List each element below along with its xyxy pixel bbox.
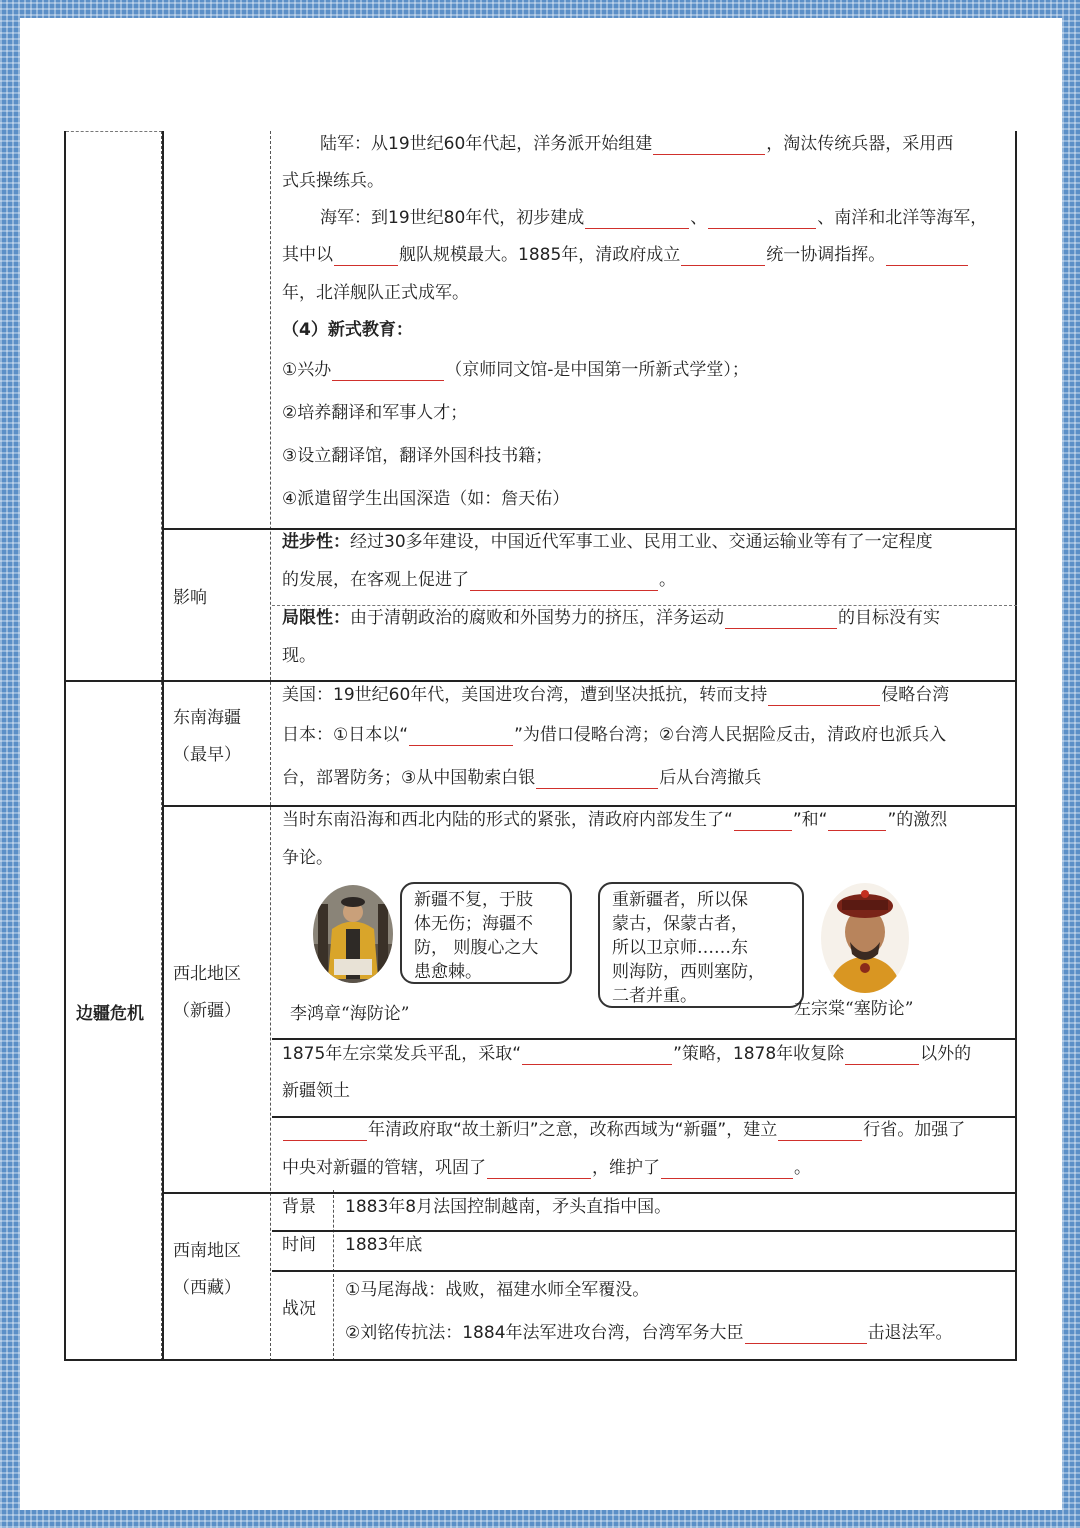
li-quote-bubble: 新疆不复，于肢 体无伤；海疆不 防， 则腹心之大 患愈棘。	[400, 882, 572, 984]
blank[interactable]	[536, 770, 658, 789]
background-label: 背景	[282, 1197, 316, 1217]
blank[interactable]	[334, 247, 398, 266]
navy-line-1: 海军：到19世纪80年代，初步建成 、 、南洋和北洋等海军，	[320, 208, 988, 228]
col-divider-2	[270, 131, 271, 1361]
education-heading: （4）新式教育：	[282, 320, 413, 340]
southeast-sublabel: （最早）	[173, 745, 241, 765]
blank[interactable]	[845, 1046, 919, 1065]
blank[interactable]	[734, 812, 792, 831]
blank[interactable]	[745, 1325, 867, 1344]
southeast-label: 东南海疆	[173, 708, 241, 728]
blank[interactable]	[653, 136, 765, 155]
blank[interactable]	[283, 1122, 367, 1141]
row-line-1875	[272, 1038, 1017, 1040]
army-line-1: 陆军：从19世纪60年代起，洋务派开始组建 ，淘汰传统兵器，采用西	[320, 134, 954, 154]
category-label: 边疆危机	[76, 1004, 144, 1024]
li-hongzhang-portrait	[312, 884, 394, 984]
p1875-line-2: 新疆领土	[282, 1081, 350, 1101]
battle-item-2: ②刘铭传抗法：1884年法军进攻台湾，台湾军务大臣 击退法军。	[345, 1323, 953, 1343]
southwest-label: 西南地区	[173, 1241, 241, 1261]
li-caption: 李鸿章“海防论”	[290, 1004, 410, 1024]
northwest-sublabel: （新疆）	[173, 1001, 241, 1021]
province-line-1: 年清政府取“故土新归”之意，改称西域为“新疆”，建立 行省。加强了	[282, 1119, 965, 1141]
blank[interactable]	[768, 687, 880, 706]
limit-line-1: 局限性：由于清朝政治的腐败和外国势力的挤压，洋务运动 的目标没有实	[282, 608, 940, 628]
zuo-quote-bubble: 重新疆者，所以保 蒙古，保蒙古者， 所以卫京师……东 则海防，西则塞防， 二者并重。	[598, 882, 804, 1008]
blank[interactable]	[828, 812, 886, 831]
southwest-sublabel: （西藏）	[173, 1278, 241, 1298]
blank[interactable]	[661, 1160, 793, 1179]
row-line-border	[64, 680, 1017, 682]
p1875-line-1: 1875年左宗棠发兵平乱，采取“ ”策略，1878年收复除 以外的	[282, 1044, 972, 1064]
blank[interactable]	[409, 727, 513, 746]
northwest-label: 西北地区	[173, 964, 241, 984]
time-text: 1883年底	[345, 1235, 423, 1255]
japan-line-2: 台，部署防务；③从中国勒索白银 后从台湾撤兵	[282, 768, 762, 788]
navy-line-3: 年，北洋舰队正式成军。	[282, 283, 469, 303]
navy-line-2: 其中以 舰队规模最大。1885年，清政府成立 统一协调指挥。	[282, 244, 969, 266]
row-line-southwest	[162, 1192, 1017, 1194]
blank[interactable]	[886, 247, 968, 266]
edu-item-3: ③设立翻译馆，翻译外国科技书籍；	[282, 446, 553, 466]
row-line-northwest	[162, 805, 1017, 807]
table-right-border	[1015, 131, 1017, 1361]
row-line-influence	[162, 528, 1017, 530]
table-left-border	[64, 131, 66, 1361]
blank[interactable]	[708, 210, 816, 229]
army-line-2: 式兵操练兵。	[282, 171, 384, 191]
edu-item-1: ①兴办 （京师同文馆-是中国第一所新式学堂）；	[282, 360, 749, 380]
row-line-province	[272, 1116, 1017, 1118]
blank[interactable]	[522, 1046, 672, 1065]
row-line-limit	[272, 605, 1017, 606]
limit-line-2: 现。	[282, 646, 316, 666]
time-label: 时间	[282, 1235, 316, 1255]
blank[interactable]	[487, 1160, 591, 1179]
document-page	[20, 18, 1062, 1510]
edu-item-4: ④派遣留学生出国深造（如：詹天佑）	[282, 489, 570, 509]
influence-label: 影响	[173, 588, 207, 608]
blank[interactable]	[725, 610, 837, 629]
sw-col-divider	[333, 1190, 334, 1361]
us-line: 美国：19世纪60年代，美国进攻台湾，遭到坚决抵抗，转而支持 侵略台湾	[282, 685, 950, 705]
blank[interactable]	[332, 362, 444, 381]
progress-line-1: 进步性：经过30多年建设，中国近代军事工业、民用工业、交通运输业等有了一定程度	[282, 532, 933, 552]
blank[interactable]	[585, 210, 689, 229]
battle-item-1: ①马尾海战：战败，福建水师全军覆没。	[345, 1280, 650, 1300]
background-text: 1883年8月法国控制越南，矛头直指中国。	[345, 1197, 672, 1217]
edu-item-2: ②培养翻译和军事人才；	[282, 403, 468, 423]
table-bottom-border	[64, 1359, 1017, 1361]
progress-line-2: 的发展，在客观上促进了 。	[282, 570, 676, 590]
blank[interactable]	[470, 572, 658, 591]
row-line-time	[272, 1230, 1017, 1232]
blank[interactable]	[681, 247, 765, 266]
row-line-battle	[272, 1270, 1017, 1272]
battle-label: 战况	[282, 1299, 316, 1319]
japan-line-1: 日本：①日本以“ ”为借口侵略台湾；②台湾人民据险反击，清政府也派兵入	[282, 725, 947, 745]
debate-line-2: 争论。	[282, 848, 333, 868]
col-divider-1b	[162, 131, 164, 1361]
debate-line-1: 当时东南沿海和西北内陆的形式的紧张，清政府内部发生了“ ”和“ ”的激烈	[282, 810, 948, 830]
top-dashed-stub	[66, 131, 162, 132]
province-line-2: 中央对新疆的管辖，巩固了 ，维护了 。	[282, 1158, 811, 1178]
zuo-caption: 左宗棠“塞防论”	[794, 999, 914, 1019]
blank[interactable]	[778, 1122, 862, 1141]
zuo-zongtang-portrait	[820, 882, 910, 994]
